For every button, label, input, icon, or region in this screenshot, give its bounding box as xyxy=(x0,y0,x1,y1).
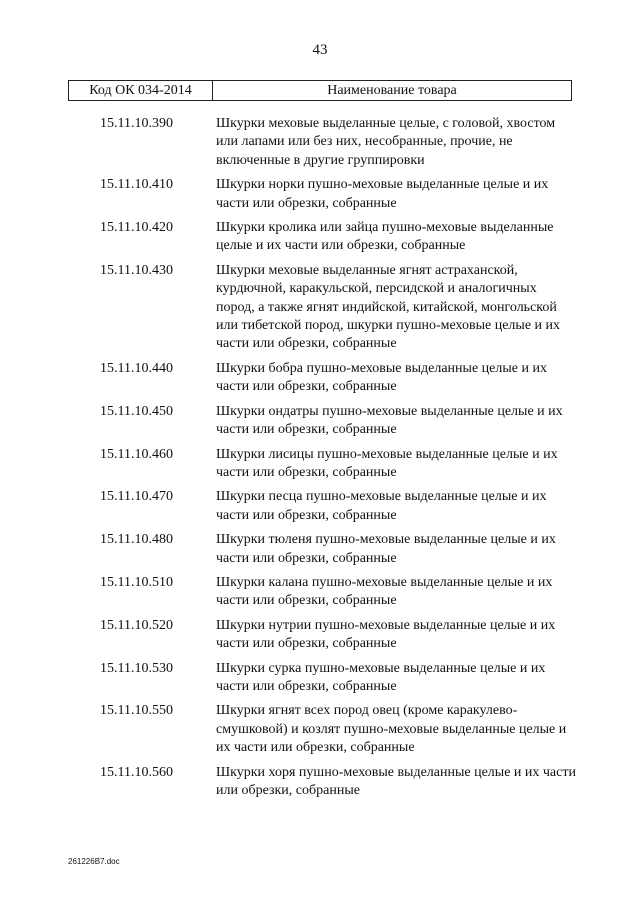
row-code: 15.11.10.550 xyxy=(100,703,173,719)
row-code: 15.11.10.460 xyxy=(100,446,173,462)
column-header-code: Код ОК 034-2014 xyxy=(68,81,213,100)
row-code: 15.11.10.440 xyxy=(100,360,173,376)
table-row xyxy=(0,574,640,611)
row-code: 15.11.10.450 xyxy=(100,403,173,419)
table-body xyxy=(0,115,640,806)
table-row xyxy=(0,702,640,757)
table-row xyxy=(0,660,640,697)
table-header xyxy=(68,80,572,101)
table-row xyxy=(0,176,640,213)
row-name: Шкурки меховые выделанные целые, с головой, хвостом или лапами или без них, несобранные, прочие, не включенные в другие группировки xyxy=(216,116,556,168)
row-code: 15.11.10.420 xyxy=(100,220,173,236)
row-name: Шкурки бобра пушно-меховые выделанные целые и их части или обрезки, собранные xyxy=(216,360,547,395)
column-header-name: Наименование товара xyxy=(213,81,572,100)
row-code: 15.11.10.520 xyxy=(100,617,173,633)
table-row xyxy=(0,360,640,397)
row-name: Шкурки меховые выделанные ягнят астраханской, курдючной, каракульской, персидской и аналогичных пород, а также ягнят индийской, китайской, монгольской или тибетской пород, шкурки пушно-меховые целые и их части или обрезки, собранные xyxy=(216,262,561,352)
row-name: Шкурки кролика или зайца пушно-меховые выделанные целые и их части или обрезки, собранные xyxy=(216,220,554,254)
row-code: 15.11.10.430 xyxy=(100,262,173,278)
row-name: Шкурки ягнят всех пород овец (кроме каракулево-смушковой) и козлят пушно-меховые выделанные целые и их части или обрезки, собранные xyxy=(216,703,567,756)
table-row xyxy=(0,219,640,256)
row-code: 15.11.10.470 xyxy=(100,489,173,505)
row-code: 15.11.10.390 xyxy=(100,116,173,131)
footer-filename: 261226B7.doc xyxy=(68,857,120,866)
table-row xyxy=(0,403,640,440)
row-name: Шкурки лисицы пушно-меховые выделанные целые и их части или обрезки, собранные xyxy=(216,446,558,480)
row-name: Шкурки нутрии пушно-меховые выделанные целые и их части или обрезки, собранные xyxy=(216,617,556,652)
table-row xyxy=(0,262,640,354)
row-name: Шкурки песца пушно-меховые выделанные целые и их части или обрезки, собранные xyxy=(216,489,547,523)
row-name: Шкурки норки пушно-меховые выделанные целые и их части или обрезки, собранные xyxy=(216,177,549,211)
table-row xyxy=(0,446,640,483)
row-name: Шкурки хоря пушно-меховые выделанные целые и их части или обрезки, собранные xyxy=(216,764,576,798)
row-code: 15.11.10.510 xyxy=(100,574,173,590)
row-name: Шкурки ондатры пушно-меховые выделанные целые и их части или обрезки, собранные xyxy=(216,403,563,438)
row-code: 15.11.10.530 xyxy=(100,660,173,676)
row-name: Шкурки калана пушно-меховые выделанные целые и их части или обрезки, собранные xyxy=(216,574,553,609)
page-number: 43 xyxy=(312,42,328,58)
table-row xyxy=(0,764,640,801)
table-row xyxy=(0,488,640,525)
table-row xyxy=(0,617,640,654)
row-code: 15.11.10.480 xyxy=(100,532,173,548)
table-row xyxy=(0,115,640,170)
table-row xyxy=(0,531,640,568)
row-name: Шкурки сурка пушно-меховые выделанные целые и их части или обрезки, собранные xyxy=(216,660,546,694)
row-name: Шкурки тюленя пушно-меховые выделанные целые и их части или обрезки, собранные xyxy=(216,532,556,566)
row-code: 15.11.10.410 xyxy=(100,177,173,193)
row-code: 15.11.10.560 xyxy=(100,764,173,780)
